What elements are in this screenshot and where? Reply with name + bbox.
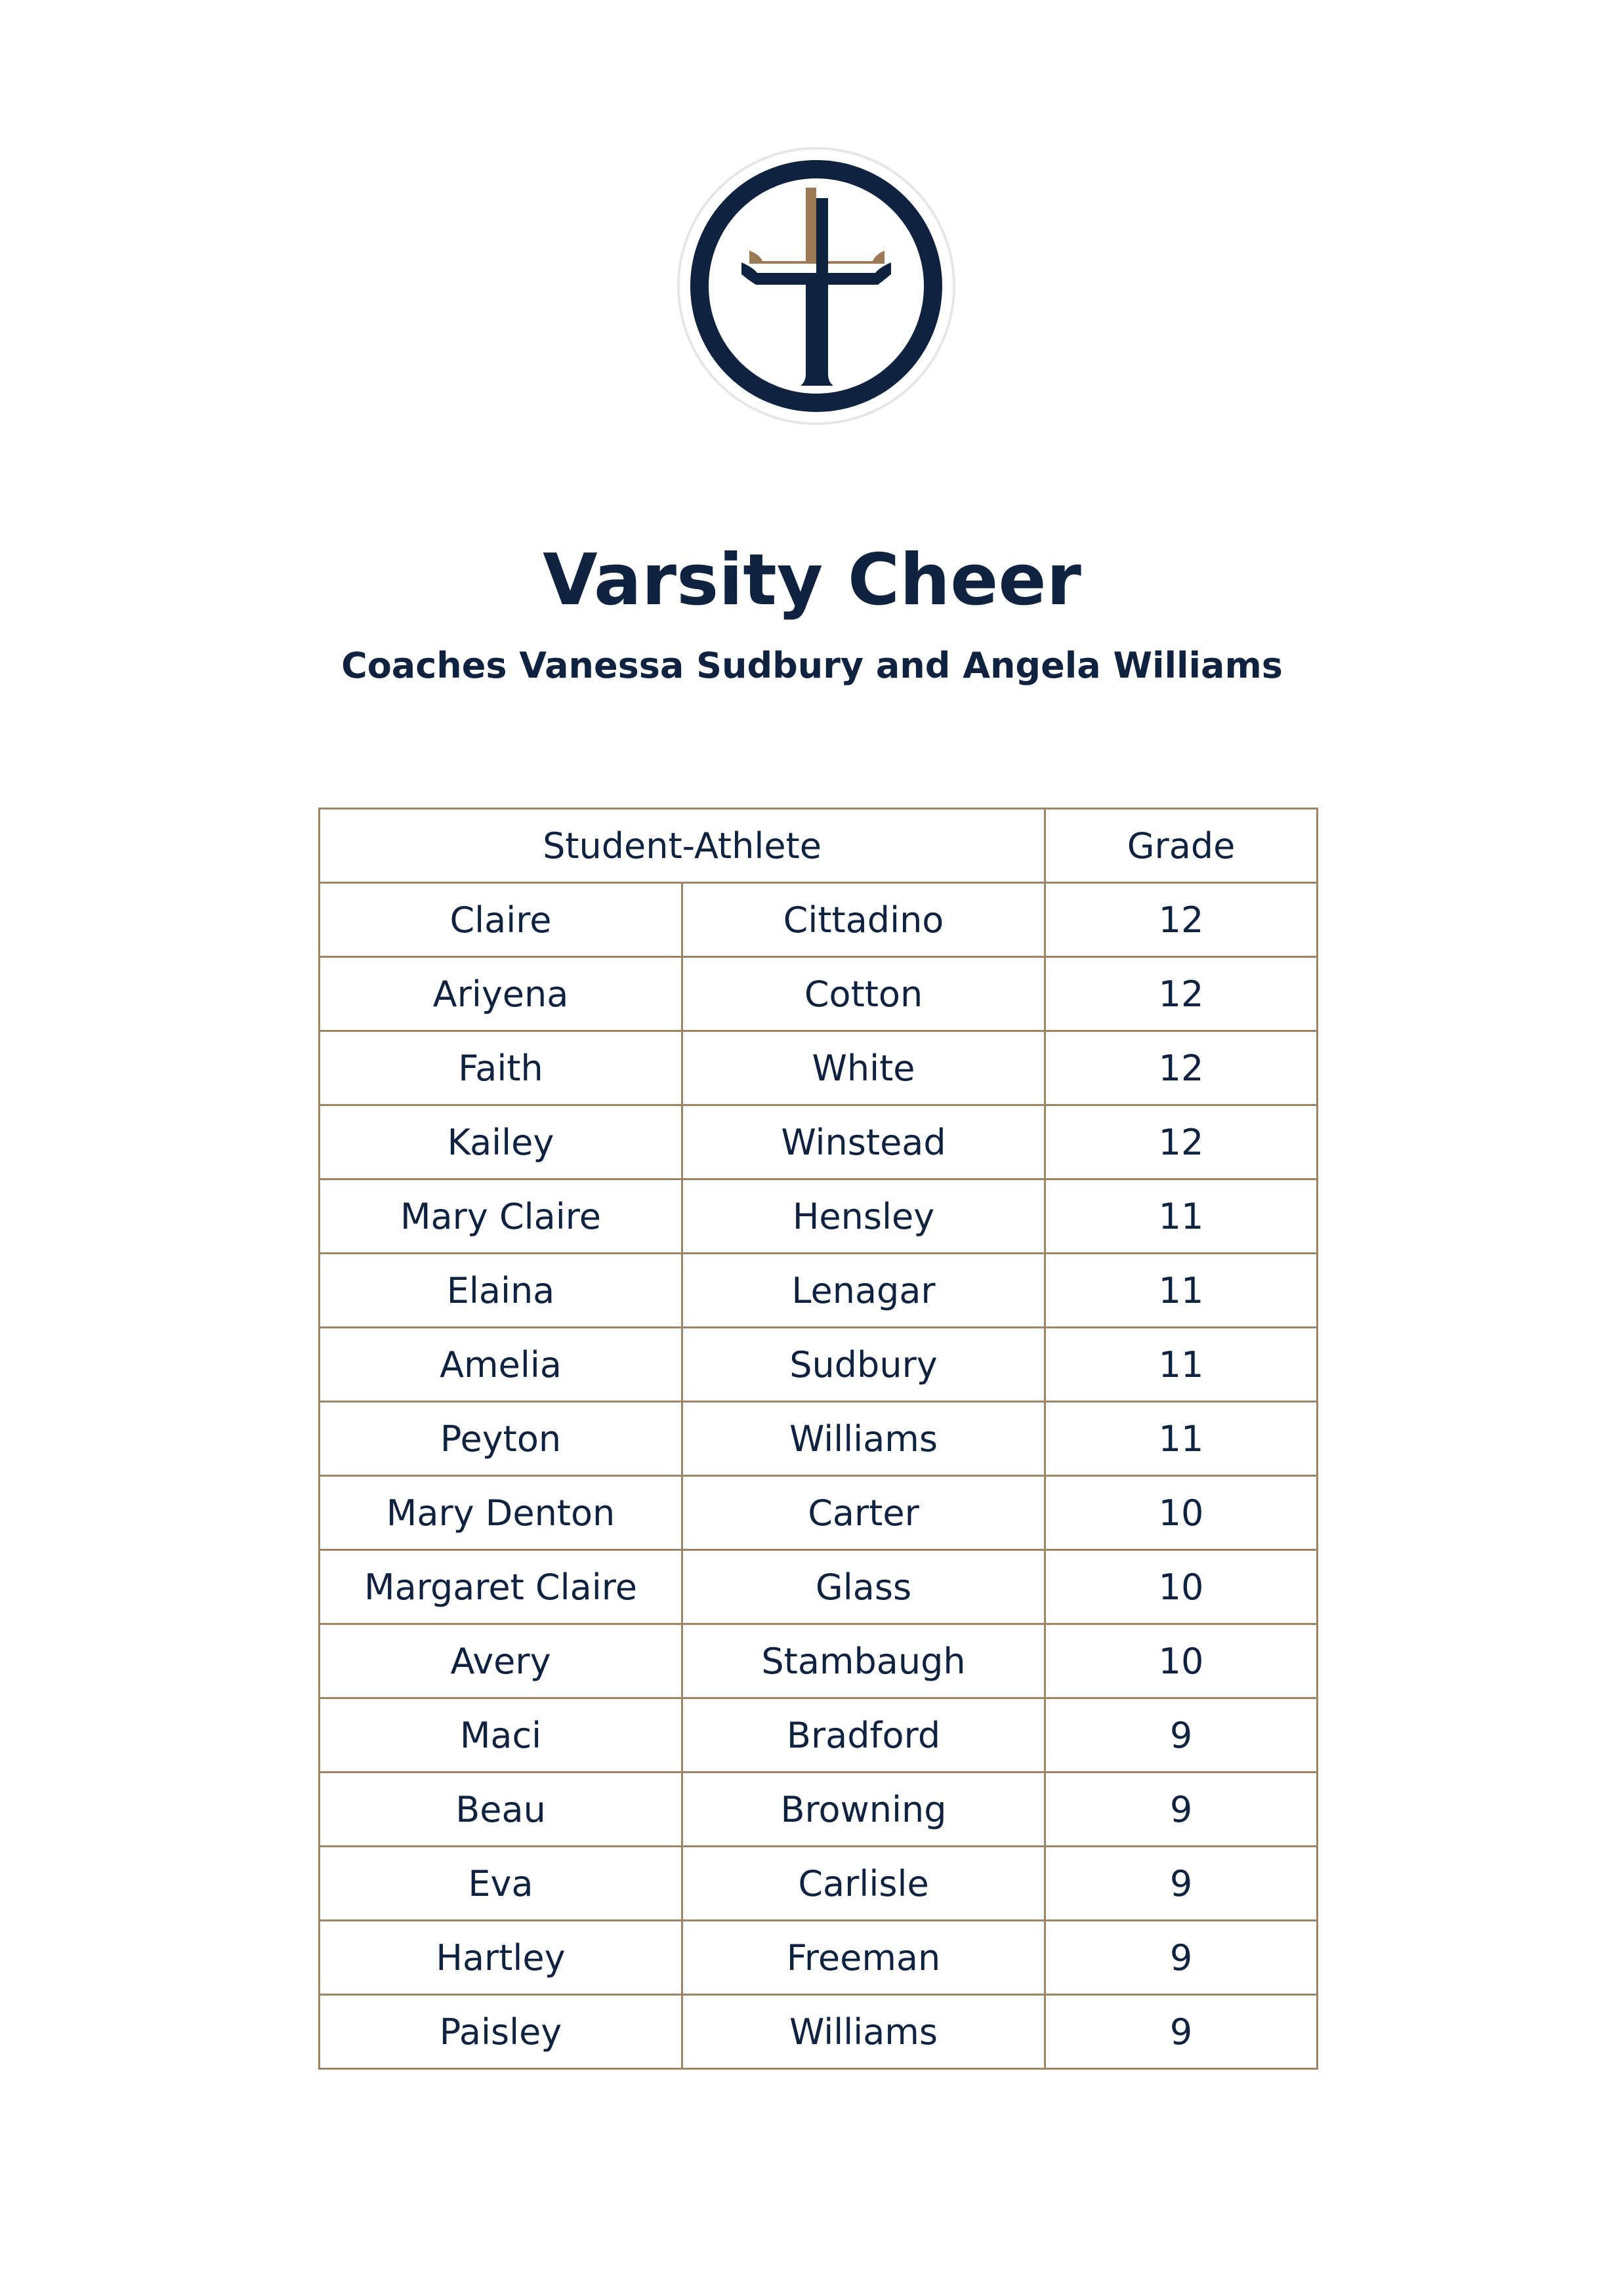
grade-cell: 11 bbox=[1045, 1179, 1318, 1254]
grade-cell: 12 bbox=[1045, 1105, 1318, 1179]
table-row bbox=[320, 1995, 1318, 2069]
grade-cell: 12 bbox=[1045, 1031, 1318, 1105]
student-athlete-header: Student-Athlete bbox=[320, 809, 1045, 883]
grade-cell: 11 bbox=[1045, 1328, 1318, 1402]
table-row bbox=[320, 1031, 1318, 1105]
first-name-cell: Amelia bbox=[320, 1328, 682, 1402]
grade-cell: 10 bbox=[1045, 1550, 1318, 1624]
page-title: Varsity Cheer bbox=[543, 539, 1081, 621]
last-name-cell: Williams bbox=[682, 1402, 1045, 1476]
table-row bbox=[320, 1921, 1318, 1995]
last-name-cell: Cotton bbox=[682, 957, 1045, 1031]
first-name-cell: Paisley bbox=[320, 1995, 682, 2069]
first-name-cell: Maci bbox=[320, 1698, 682, 1773]
coaches-subtitle: Coaches Vanessa Sudbury and Angela Williams bbox=[341, 645, 1283, 686]
grade-cell: 9 bbox=[1045, 1773, 1318, 1847]
first-name-cell: Avery bbox=[320, 1624, 682, 1698]
grade-cell: 10 bbox=[1045, 1476, 1318, 1550]
roster-table bbox=[318, 808, 1318, 2070]
last-name-cell: Cittadino bbox=[682, 883, 1045, 957]
first-name-cell: Claire bbox=[320, 883, 682, 957]
grade-cell: 10 bbox=[1045, 1624, 1318, 1698]
last-name-cell: Bradford bbox=[682, 1698, 1045, 1773]
first-name-cell: Elaina bbox=[320, 1254, 682, 1328]
grade-cell: 11 bbox=[1045, 1254, 1318, 1328]
first-name-cell: Mary Denton bbox=[320, 1476, 682, 1550]
last-name-cell: Sudbury bbox=[682, 1328, 1045, 1402]
table-row bbox=[320, 957, 1318, 1031]
first-name-cell: Faith bbox=[320, 1031, 682, 1105]
table-row bbox=[320, 1698, 1318, 1773]
table-row bbox=[320, 1402, 1318, 1476]
last-name-cell: Carlisle bbox=[682, 1847, 1045, 1921]
first-name-cell: Beau bbox=[320, 1773, 682, 1847]
table-row bbox=[320, 1847, 1318, 1921]
cross-emblem-icon bbox=[676, 146, 957, 426]
last-name-cell: White bbox=[682, 1031, 1045, 1105]
grade-cell: 9 bbox=[1045, 1698, 1318, 1773]
grade-cell: 9 bbox=[1045, 1995, 1318, 2069]
first-name-cell: Eva bbox=[320, 1847, 682, 1921]
table-row bbox=[320, 883, 1318, 957]
table-row bbox=[320, 1773, 1318, 1847]
grade-cell: 9 bbox=[1045, 1847, 1318, 1921]
grade-cell: 9 bbox=[1045, 1921, 1318, 1995]
table-row bbox=[320, 1476, 1318, 1550]
grade-cell: 12 bbox=[1045, 883, 1318, 957]
table-row bbox=[320, 1254, 1318, 1328]
first-name-cell: Ariyena bbox=[320, 957, 682, 1031]
grade-header: Grade bbox=[1045, 809, 1318, 883]
last-name-cell: Hensley bbox=[682, 1179, 1045, 1254]
last-name-cell: Browning bbox=[682, 1773, 1045, 1847]
table-header-row bbox=[320, 809, 1318, 883]
table-row bbox=[320, 1328, 1318, 1402]
logo-graphic bbox=[676, 146, 957, 426]
first-name-cell: Kailey bbox=[320, 1105, 682, 1179]
last-name-cell: Carter bbox=[682, 1476, 1045, 1550]
first-name-cell: Mary Claire bbox=[320, 1179, 682, 1254]
grade-cell: 11 bbox=[1045, 1402, 1318, 1476]
first-name-cell: Margaret Claire bbox=[320, 1550, 682, 1624]
last-name-cell: Williams bbox=[682, 1995, 1045, 2069]
table-row bbox=[320, 1624, 1318, 1698]
last-name-cell: Stambaugh bbox=[682, 1624, 1045, 1698]
first-name-cell: Hartley bbox=[320, 1921, 682, 1995]
last-name-cell: Winstead bbox=[682, 1105, 1045, 1179]
table-row bbox=[320, 1105, 1318, 1179]
last-name-cell: Glass bbox=[682, 1550, 1045, 1624]
first-name-cell: Peyton bbox=[320, 1402, 682, 1476]
last-name-cell: Freeman bbox=[682, 1921, 1045, 1995]
table-row bbox=[320, 1550, 1318, 1624]
last-name-cell: Lenagar bbox=[682, 1254, 1045, 1328]
grade-cell: 12 bbox=[1045, 957, 1318, 1031]
table-row bbox=[320, 1179, 1318, 1254]
